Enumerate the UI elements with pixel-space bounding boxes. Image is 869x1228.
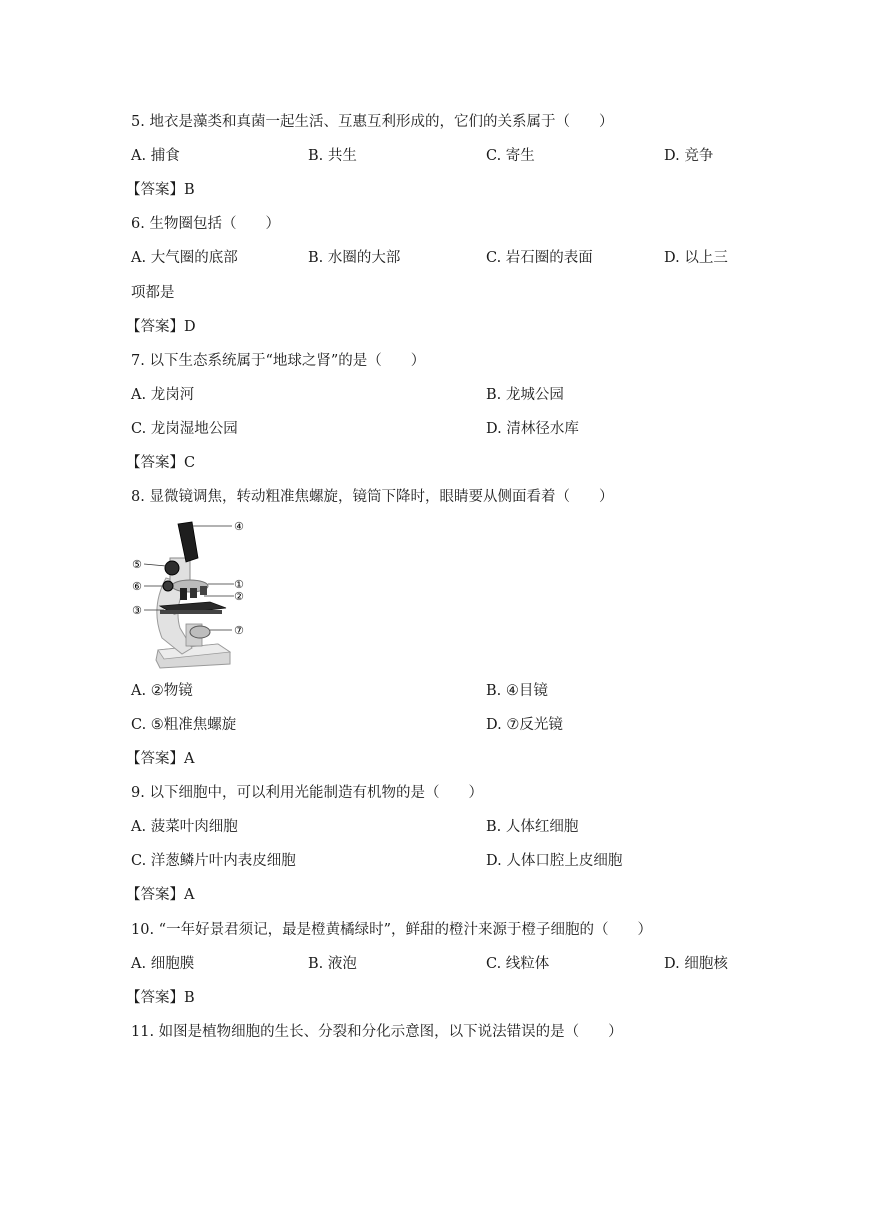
microscope-figure — [130, 518, 265, 670]
q6-option-a: A. 大气圈的底部 — [131, 250, 238, 266]
q9-option-a: A. 菠菜叶肉细胞 — [131, 819, 238, 835]
q8-option-d: D. ⑦反光镜 — [486, 717, 563, 733]
q6-answer: 【答案】D — [126, 319, 196, 335]
q8-option-b: B. ④目镜 — [486, 683, 548, 699]
q5-option-b: B. 共生 — [308, 148, 357, 164]
q8-option-a: A. ②物镜 — [131, 683, 193, 699]
question-9-stem: 9. 以下细胞中，可以利用光能制造有机物的是（ ） — [131, 785, 483, 801]
q7-option-b: B. 龙城公园 — [486, 387, 564, 403]
q8-option-c: C. ⑤粗准焦螺旋 — [131, 717, 237, 733]
q5-option-c: C. 寄生 — [486, 148, 535, 164]
q10-answer: 【答案】B — [126, 990, 195, 1006]
label-3: ③ — [132, 604, 142, 617]
q9-option-b: B. 人体红细胞 — [486, 819, 579, 835]
q9-option-c: C. 洋葱鳞片叶内表皮细胞 — [131, 853, 296, 869]
q6-option-d-wrap: 项都是 — [131, 285, 175, 301]
q8-answer: 【答案】A — [126, 751, 195, 767]
label-6: ⑥ — [132, 580, 142, 593]
q5-option-d: D. 竞争 — [664, 148, 714, 164]
q10-option-b: B. 液泡 — [308, 956, 357, 972]
q10-option-c: C. 线粒体 — [486, 956, 550, 972]
q6-option-d: D. 以上三 — [664, 250, 728, 266]
q5-option-a: A. 捕食 — [131, 148, 180, 164]
q7-option-a: A. 龙岗河 — [131, 387, 195, 403]
q10-option-d: D. 细胞核 — [664, 956, 728, 972]
label-4: ④ — [234, 520, 244, 533]
q7-option-c: C. 龙岗湿地公园 — [131, 421, 238, 437]
label-7: ⑦ — [234, 624, 244, 637]
q10-option-a: A. 细胞膜 — [131, 956, 195, 972]
q7-answer: 【答案】C — [126, 455, 196, 471]
question-8-stem: 8. 显微镜调焦，转动粗准焦螺旋，镜筒下降时，眼睛要从侧面看着（ ） — [131, 489, 614, 505]
q6-option-b: B. 水圈的大部 — [308, 250, 401, 266]
q6-option-c: C. 岩石圈的表面 — [486, 250, 593, 266]
q9-answer: 【答案】A — [126, 887, 195, 903]
q7-option-d: D. 清林径水库 — [486, 421, 579, 437]
question-5-stem: 5. 地衣是藻类和真菌一起生活、互惠互利形成的，它们的关系属于（ ） — [131, 114, 614, 130]
q5-answer: 【答案】B — [126, 182, 195, 198]
question-6-stem: 6. 生物圈包括（ ） — [131, 216, 280, 232]
question-10-stem: 10. “一年好景君须记，最是橙黄橘绿时”，鲜甜的橙汁来源于橙子细胞的（ ） — [131, 922, 652, 938]
label-2: ② — [234, 590, 244, 603]
question-11-stem: 11. 如图是植物细胞的生长、分裂和分化示意图，以下说法错误的是（ ） — [131, 1024, 623, 1040]
microscope-illustration — [130, 518, 265, 670]
label-1: ① — [234, 578, 244, 591]
question-7-stem: 7. 以下生态系统属于“地球之肾”的是（ ） — [131, 353, 426, 369]
q9-option-d: D. 人体口腔上皮细胞 — [486, 853, 623, 869]
label-5: ⑤ — [132, 558, 142, 571]
